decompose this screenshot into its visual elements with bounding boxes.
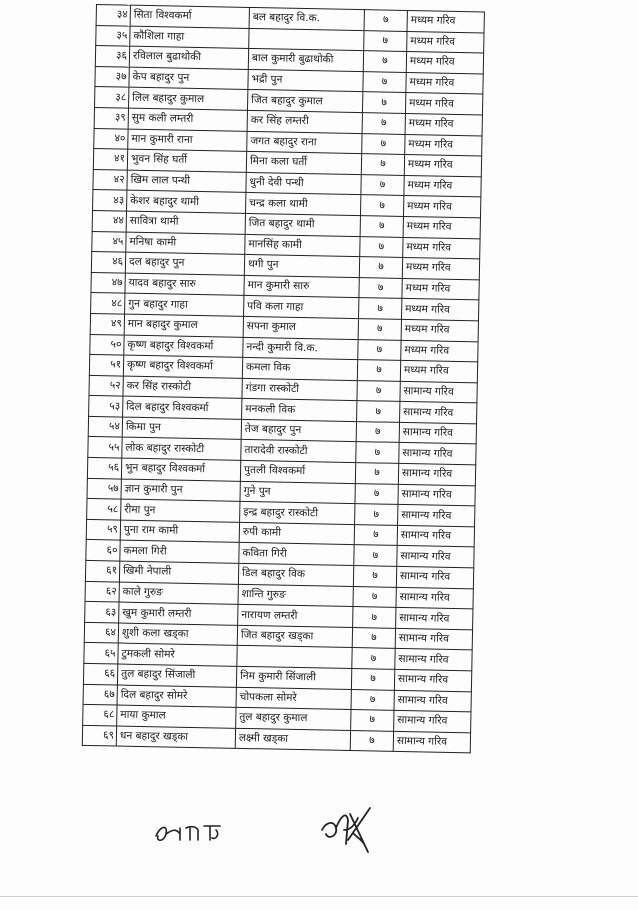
spouse-name-cell: निम कुमारी सिंजाली xyxy=(236,666,351,689)
ward-number-cell: ७ xyxy=(364,30,407,51)
poverty-category-cell: मध्यम गरिव xyxy=(402,258,479,280)
serial-number-cell: ५५ xyxy=(88,437,122,458)
poverty-category-cell: मध्यम गरिव xyxy=(400,361,477,383)
ward-number-cell: ७ xyxy=(357,380,400,401)
ward-number-cell: ७ xyxy=(360,236,403,257)
ward-number-cell: ७ xyxy=(351,669,394,690)
serial-number-cell: ३६ xyxy=(95,46,129,67)
spouse-name-cell: भद्री पुन xyxy=(248,69,363,92)
name-cell: काले गुरुङ xyxy=(119,582,238,605)
spouse-name-cell: शान्ति गुरुङ xyxy=(238,584,353,607)
name-cell: शुशी कला खड्का xyxy=(118,623,237,646)
ward-number-cell: ७ xyxy=(351,689,394,710)
spouse-name-cell: इन्द्र बहादुर रास्कोटी xyxy=(240,502,355,525)
name-cell: भुन बहादुर विश्वकर्मा xyxy=(121,458,240,481)
spouse-name-cell: धुनी देवी पन्थी xyxy=(246,172,361,195)
ward-number-cell: ७ xyxy=(356,421,399,442)
ward-number-cell: ७ xyxy=(357,360,400,381)
ward-number-cell: ७ xyxy=(361,154,404,175)
spouse-name-cell xyxy=(237,646,352,669)
spouse-name-cell: बाल कुमारी बुढाथोकी xyxy=(248,49,363,72)
household-table-body xyxy=(82,5,484,754)
name-cell: धन बहादुर खड्का xyxy=(116,726,235,749)
name-cell: खिमी नेपाली xyxy=(119,561,238,584)
spouse-name-cell: जित बहादुर खड्का xyxy=(237,625,352,648)
ward-number-cell: ७ xyxy=(360,195,403,216)
name-cell: लिल बहादुर कुमाल xyxy=(129,88,248,111)
poverty-category-cell: मध्यम गरिव xyxy=(403,237,480,259)
serial-number-cell: ३४ xyxy=(96,5,130,26)
ward-number-cell: ७ xyxy=(351,710,394,731)
spouse-name-cell: सपना कुमाल xyxy=(243,316,358,339)
name-cell: टुमकली सोमरे xyxy=(118,643,237,666)
spouse-name-cell: चोपकला सोमरे xyxy=(236,687,351,710)
name-cell: मनिषा कामी xyxy=(126,232,245,255)
poverty-category-cell: सामान्य गरिव xyxy=(396,566,473,588)
spouse-name-cell: जित बहादुर थामी xyxy=(245,213,360,236)
spouse-name-cell: पुतली विश्वकर्मा xyxy=(240,460,355,483)
ward-number-cell: ७ xyxy=(356,442,399,463)
serial-number-cell: ६३ xyxy=(85,602,119,623)
ward-number-cell: ७ xyxy=(362,92,405,113)
serial-number-cell: ६७ xyxy=(83,684,117,705)
poverty-category-cell: मध्यम गरिव xyxy=(405,93,482,115)
signature-right xyxy=(318,800,378,862)
poverty-category-cell: सामान्य गरिव xyxy=(398,463,475,485)
name-cell: खुम कुमारी लम्तरी xyxy=(119,602,238,625)
poverty-category-cell: मध्यम गरिव xyxy=(402,299,479,321)
poverty-category-cell: मध्यम गरिव xyxy=(401,319,478,341)
name-cell: कौशिला गाहा xyxy=(130,26,249,49)
name-cell: दिल बहादुर सोमरे xyxy=(117,685,236,708)
ward-number-cell: ७ xyxy=(364,10,407,31)
poverty-category-cell: सामान्य गरिव xyxy=(399,422,476,444)
poverty-category-cell: सामान्य गरिव xyxy=(394,690,471,712)
name-cell: गुन बहादुर गाहा xyxy=(125,293,244,316)
serial-number-cell: ३८ xyxy=(95,87,129,108)
poverty-category-cell: सामान्य गरिव xyxy=(396,608,473,630)
name-cell: दल बहादुर पुन xyxy=(125,252,244,275)
name-cell: सावित्रा थामी xyxy=(126,211,245,234)
serial-number-cell: ४९ xyxy=(90,313,124,334)
serial-number-cell: ६८ xyxy=(83,705,117,726)
serial-number-cell: ६१ xyxy=(85,560,119,581)
serial-number-cell: ६६ xyxy=(83,663,117,684)
serial-number-cell: ३५ xyxy=(96,25,130,46)
serial-number-cell: ४१ xyxy=(93,149,127,170)
name-cell: कृष्ण बहादुर विश्वकर्मा xyxy=(123,355,242,378)
poverty-category-cell: सामान्य गरिव xyxy=(394,669,471,691)
ward-number-cell: ७ xyxy=(353,566,396,587)
name-cell: माया कुमाल xyxy=(117,705,236,728)
spouse-name-cell: मानसिंह कामी xyxy=(245,234,360,257)
spouse-name-cell: मिना कला घर्ती xyxy=(246,152,361,175)
serial-number-cell: ४६ xyxy=(91,252,125,273)
spouse-name-cell: जित बहादुर कुमाल xyxy=(247,90,362,113)
serial-number-cell: ४८ xyxy=(91,293,125,314)
ward-number-cell: ७ xyxy=(362,133,405,154)
ward-number-cell: ७ xyxy=(352,627,395,648)
poverty-category-cell: सामान्य गरिव xyxy=(400,381,477,403)
serial-number-cell: ३९ xyxy=(94,107,128,128)
ward-number-cell: ७ xyxy=(355,483,398,504)
name-cell: केप बहादुर पुन xyxy=(129,67,248,90)
ward-number-cell: ७ xyxy=(353,586,396,607)
spouse-name-cell: नारायण लम्तरी xyxy=(238,605,353,628)
serial-number-cell: ५४ xyxy=(88,416,122,437)
ward-number-cell: ७ xyxy=(358,339,401,360)
name-cell: कर सिंह रास्कोटी xyxy=(123,376,242,399)
ward-number-cell: ७ xyxy=(361,174,404,195)
poverty-category-cell: सामान्य गरिव xyxy=(394,711,471,733)
name-cell: पुना राम कामी xyxy=(120,520,239,543)
ward-number-cell: ७ xyxy=(355,463,398,484)
spouse-name-cell: जगत बहादुर राना xyxy=(247,131,362,154)
spouse-name-cell: मनकली विक xyxy=(242,399,357,422)
spouse-name-cell: नन्दी कुमारी वि.क. xyxy=(243,337,358,360)
serial-number-cell: ३७ xyxy=(95,66,129,87)
ward-number-cell: ७ xyxy=(354,524,397,545)
signature-left xyxy=(150,812,230,850)
name-cell: केशर बहादुर थामी xyxy=(127,190,246,213)
ward-number-cell: ७ xyxy=(354,545,397,566)
serial-number-cell: ४७ xyxy=(91,272,125,293)
serial-number-cell: ४४ xyxy=(92,210,126,231)
ward-number-cell: ७ xyxy=(357,401,400,422)
household-table xyxy=(82,4,485,754)
spouse-name-cell: कविता गिरी xyxy=(239,543,354,566)
ward-number-cell: ७ xyxy=(352,648,395,669)
poverty-category-cell: मध्यम गरिव xyxy=(403,216,480,238)
spouse-name-cell: रुपी कामी xyxy=(239,522,354,545)
spouse-name-cell: थगी पुन xyxy=(244,255,359,278)
poverty-category-cell: मध्यम गरिव xyxy=(404,155,481,177)
serial-number-cell: ६४ xyxy=(84,622,118,643)
name-cell: खिम लाल पन्थी xyxy=(127,170,246,193)
serial-number-cell: ५३ xyxy=(89,396,123,417)
spouse-name-cell: लक्ष्मी खड्का xyxy=(235,728,350,751)
page-edge-line xyxy=(0,896,638,897)
serial-number-cell: ५० xyxy=(90,334,124,355)
name-cell: ज्ञान कुमारी पुन xyxy=(121,479,240,502)
poverty-category-cell: सामान्य गरिव xyxy=(400,402,477,424)
ward-number-cell: ७ xyxy=(362,113,405,134)
serial-number-cell: ५८ xyxy=(87,499,121,520)
serial-number-cell: ६० xyxy=(86,540,120,561)
name-cell: कृष्ण बहादुर विश्वकर्मा xyxy=(124,335,243,358)
spouse-name-cell: डिल बहादुर विक xyxy=(238,563,353,586)
name-cell: दिल बहादुर विश्वकर्मा xyxy=(123,396,242,419)
spouse-name-cell: चन्द्र कला थामी xyxy=(246,193,361,216)
poverty-category-cell: मध्यम गरिव xyxy=(402,278,479,300)
poverty-category-cell: सामान्य गरिव xyxy=(396,587,473,609)
poverty-category-cell: मध्यम गरिव xyxy=(405,134,482,156)
poverty-category-cell: मध्यम गरिव xyxy=(405,113,482,135)
name-cell: मान बहादुर कुमाल xyxy=(124,314,243,337)
spouse-name-cell xyxy=(249,28,364,51)
ward-number-cell: ७ xyxy=(350,730,393,751)
name-cell: लोक बहादुर रास्कोटी xyxy=(122,438,241,461)
poverty-category-cell: सामान्य गरिव xyxy=(397,525,474,547)
serial-number-cell: ५९ xyxy=(86,519,120,540)
serial-number-cell: ५६ xyxy=(87,457,121,478)
poverty-category-cell: मध्यम गरिव xyxy=(407,31,484,53)
poverty-category-cell: मध्यम गरिव xyxy=(407,10,484,32)
serial-number-cell: ४० xyxy=(94,128,128,149)
spouse-name-cell: मान कुमारी सारु xyxy=(244,275,359,298)
spouse-name-cell: गुने पुन xyxy=(240,481,355,504)
poverty-category-cell: सामान्य गरिव xyxy=(397,546,474,568)
serial-number-cell: ४३ xyxy=(93,190,127,211)
ward-number-cell: ७ xyxy=(360,216,403,237)
serial-number-cell: ५७ xyxy=(87,478,121,499)
poverty-category-cell: सामान्य गरिव xyxy=(398,505,475,527)
spouse-name-cell: तुल बहादुर कुमाल xyxy=(236,708,351,731)
spouse-name-cell: कर सिंह लम्तरी xyxy=(247,110,362,133)
poverty-category-cell: मध्यम गरिव xyxy=(404,175,481,197)
name-cell: रविलाल बुढाथोकी xyxy=(129,46,248,69)
serial-number-cell: ४२ xyxy=(93,169,127,190)
poverty-category-cell: सामान्य गरिव xyxy=(399,443,476,465)
ward-number-cell: ७ xyxy=(355,504,398,525)
ward-number-cell: ७ xyxy=(363,51,406,72)
name-cell: मान कुमारी राना xyxy=(128,129,247,152)
poverty-category-cell: सामान्य गरिव xyxy=(398,484,475,506)
spouse-name-cell: पवि कला गाहा xyxy=(244,296,359,319)
poverty-category-cell: मध्यम गरिव xyxy=(403,196,480,218)
poverty-category-cell: मध्यम गरिव xyxy=(406,72,483,94)
ward-number-cell: ७ xyxy=(353,607,396,628)
serial-number-cell: ५२ xyxy=(89,375,123,396)
spouse-name-cell: गंडगा रास्कोटी xyxy=(242,378,357,401)
name-cell: किमा पुन xyxy=(122,417,241,440)
serial-number-cell: ६९ xyxy=(82,725,116,746)
name-cell: सुम कली लम्तरी xyxy=(128,108,247,131)
name-cell: भुवन सिंह घर्ती xyxy=(127,149,246,172)
serial-number-cell: ६२ xyxy=(85,581,119,602)
poverty-category-cell: मध्यम गरिव xyxy=(401,340,478,362)
serial-number-cell: ६५ xyxy=(84,643,118,664)
name-cell: कमला गिरी xyxy=(120,541,239,564)
ward-number-cell: ७ xyxy=(358,319,401,340)
ward-number-cell: ७ xyxy=(359,298,402,319)
spouse-name-cell: तेज बहादुर पुन xyxy=(241,419,356,442)
poverty-category-cell: सामान्य गरिव xyxy=(393,731,470,753)
spouse-name-cell: कमला विक xyxy=(242,357,357,380)
ward-number-cell: ७ xyxy=(363,71,406,92)
ward-number-cell: ७ xyxy=(359,277,402,298)
ward-number-cell: ७ xyxy=(359,257,402,278)
name-cell: रीमा पुन xyxy=(121,499,240,522)
poverty-category-cell: मध्यम गरिव xyxy=(406,52,483,74)
name-cell: यादव बहादुर सारु xyxy=(125,273,244,296)
serial-number-cell: ४५ xyxy=(92,231,126,252)
name-cell: सिता विश्वकर्मा xyxy=(130,5,249,28)
serial-number-cell: ५१ xyxy=(89,355,123,376)
poverty-category-cell: सामान्य गरिव xyxy=(395,628,472,650)
poverty-category-cell: सामान्य गरिव xyxy=(395,649,472,671)
household-list-sheet xyxy=(82,4,478,754)
name-cell: तुल बहादुर सिंजाली xyxy=(117,664,236,687)
spouse-name-cell: बल बहादुर वि.क. xyxy=(249,7,364,30)
spouse-name-cell: तारादेवी रास्कोटी xyxy=(241,440,356,463)
